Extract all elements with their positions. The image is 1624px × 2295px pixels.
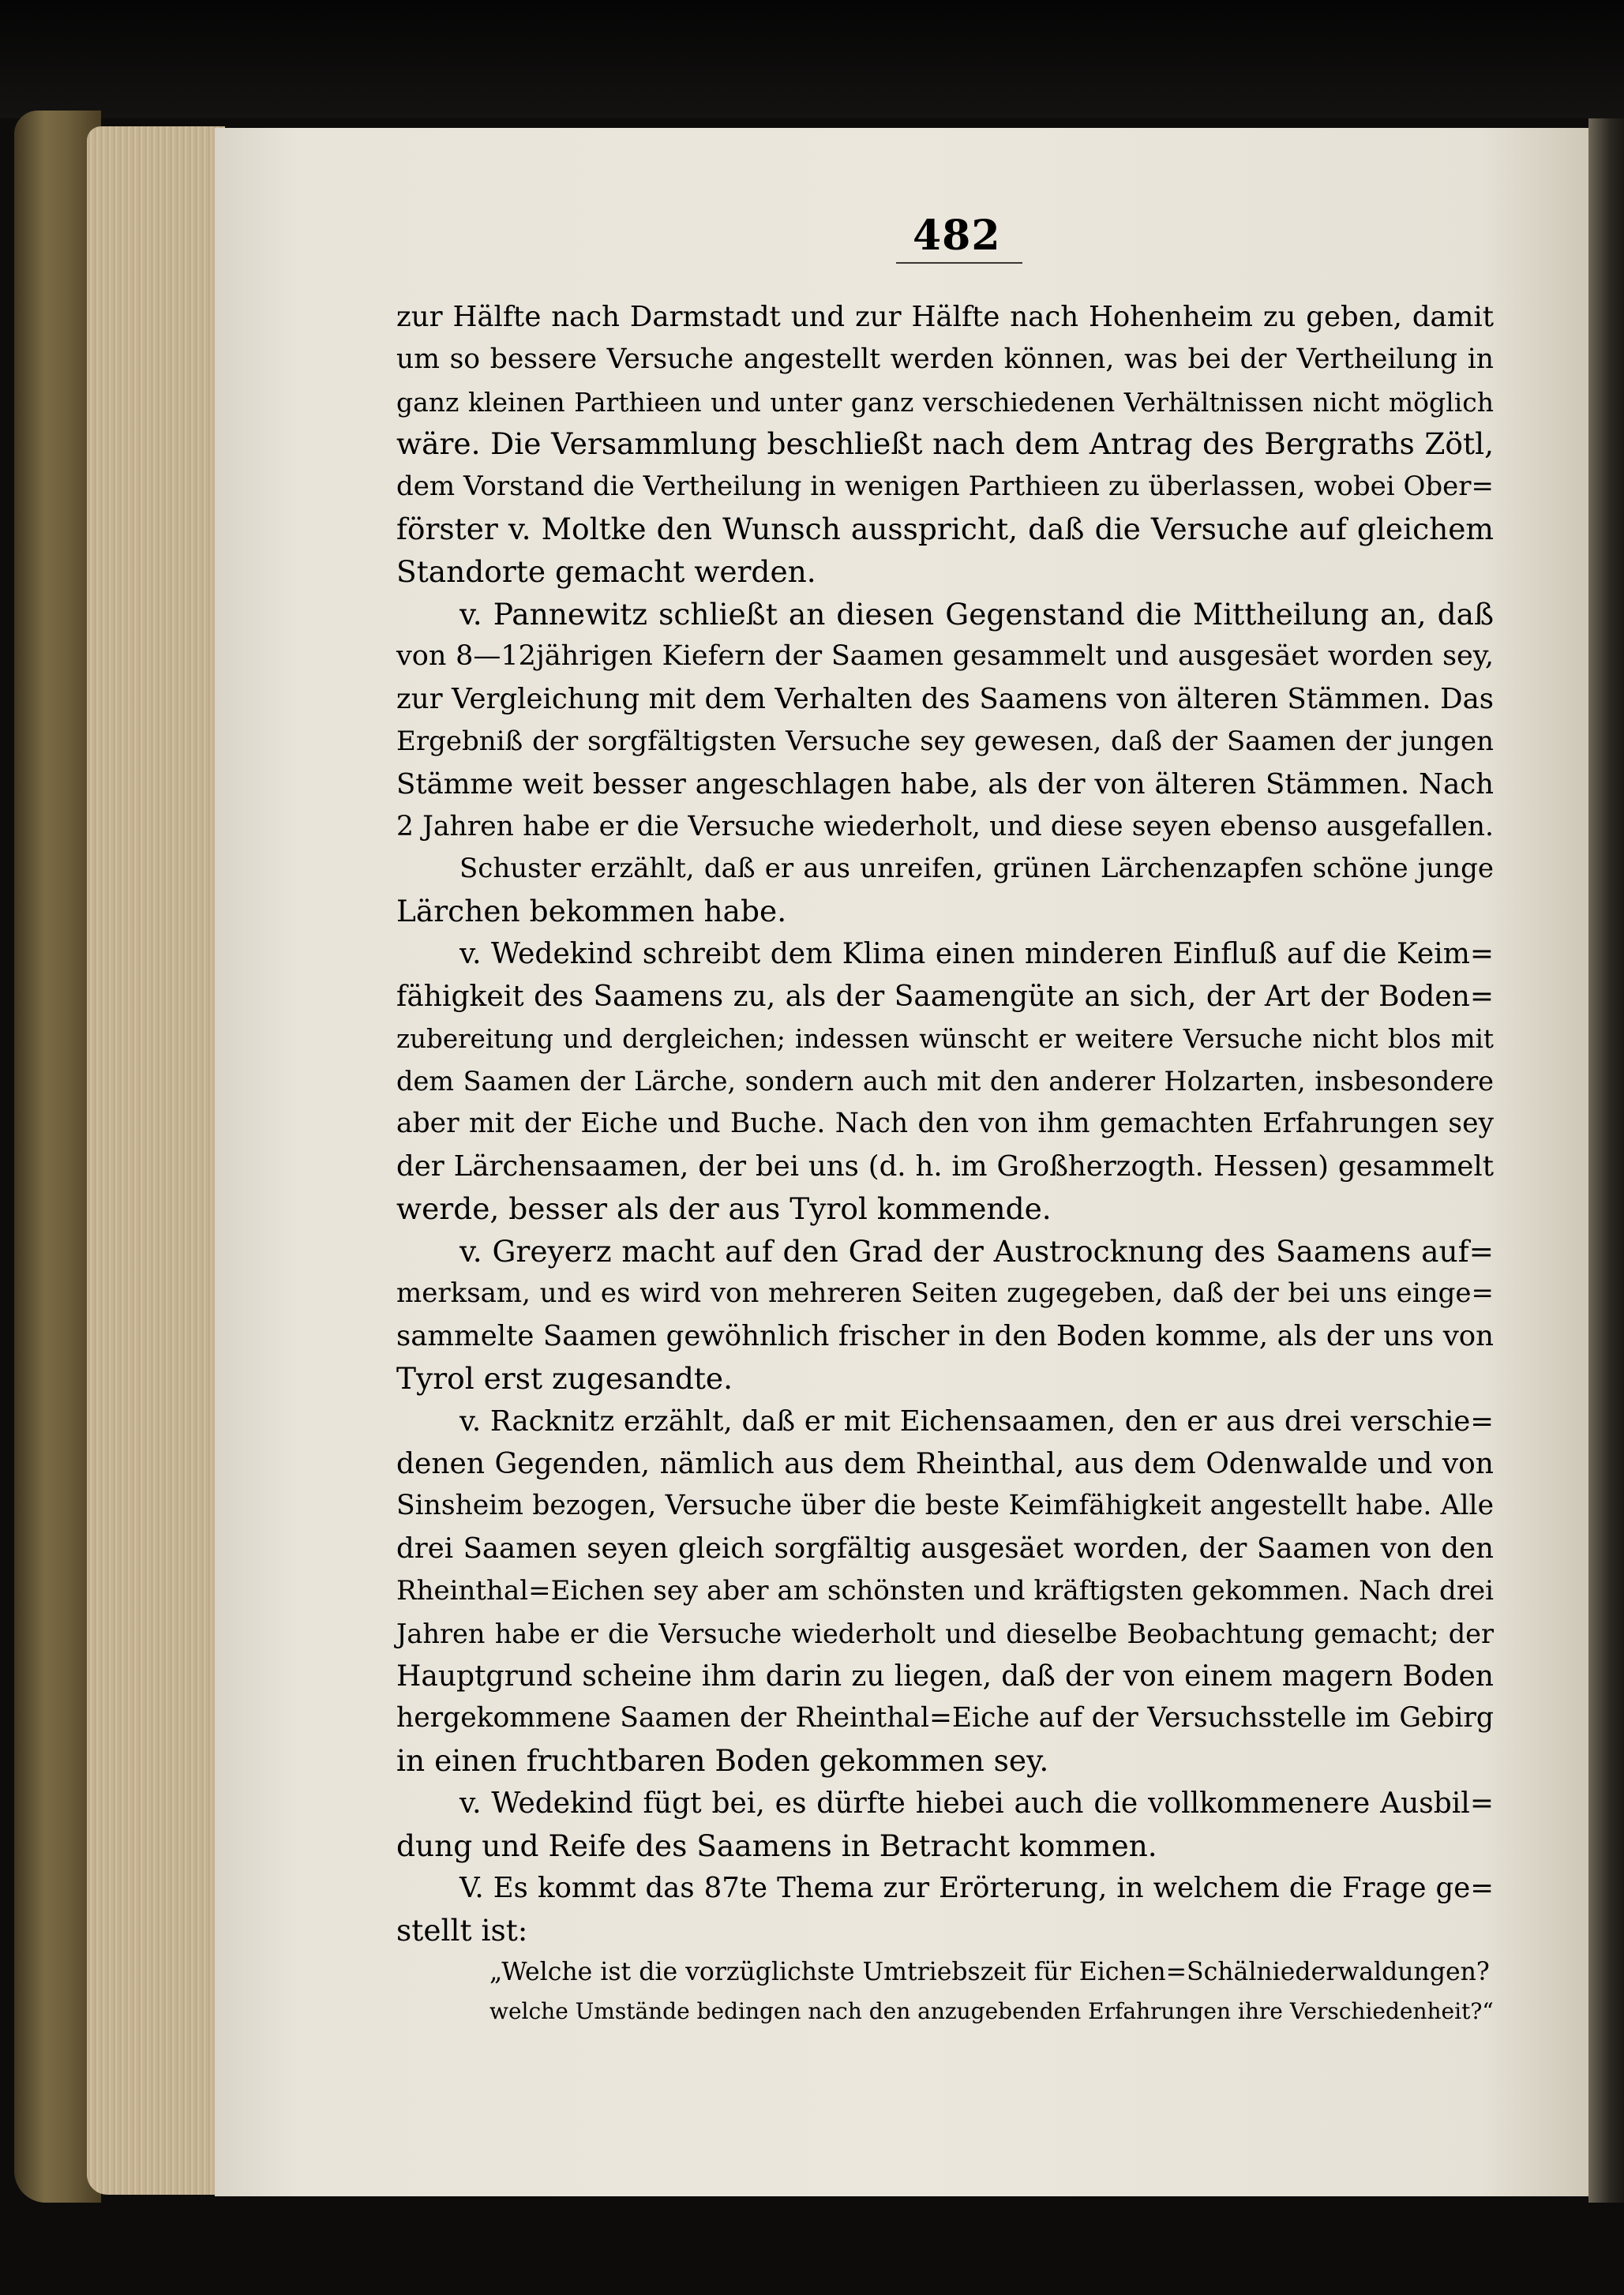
text-line: Rheinthal=Eichen sey aber am schönsten und kräftigsten gekommen. Nach drei — [396, 1574, 1494, 1607]
text-line: dung und Reife des Saamens in Betracht kommen. — [396, 1828, 1157, 1863]
text-line: Standorte gemacht werden. — [396, 553, 816, 589]
text-line: aber mit der Eiche und Buche. Nach den von ihm gemachten Erfahrungen sey — [396, 1108, 1494, 1140]
page-number: 482 — [913, 212, 1001, 260]
text-line: denen Gegenden, nämlich aus dem Rheinthal, aus dem Odenwalde und von — [396, 1447, 1494, 1480]
text-line: Stämme weit besser angeschlagen habe, als der von älteren Stämmen. Nach — [396, 767, 1494, 801]
text-line: v. Racknitz erzählt, daß er mit Eichensaamen, den er aus drei verschie= — [459, 1404, 1494, 1438]
text-line: um so bessere Versuche angestellt werden können, was bei der Vertheilung in — [396, 343, 1494, 375]
header-rule — [896, 262, 1022, 264]
text-line: Schuster erzählt, daß er aus unreifen, grünen Lärchenzapfen schöne junge — [459, 853, 1494, 885]
text-line: Lärchen bekommen habe. — [396, 894, 787, 929]
book-gutter — [1588, 118, 1624, 2203]
text-line: zubereitung und dergleichen; indessen wünscht er weitere Versuche nicht blos mit — [396, 1023, 1494, 1054]
text-line: in einen fruchtbaren Boden gekommen sey. — [396, 1743, 1049, 1779]
text-line: zur Vergleichung mit dem Verhalten des Saamens von älteren Stämmen. Das — [396, 683, 1494, 716]
text-line: zur Hälfte nach Darmstadt und zur Hälfte nach Hohenheim zu geben, damit — [396, 301, 1494, 333]
text-line: fähigkeit des Saamens zu, als der Saamengüte an sich, der Art der Boden= — [396, 980, 1494, 1013]
text-line: v. Greyerz macht auf den Grad der Austrocknung des Saamens auf= — [459, 1233, 1494, 1269]
quote-line: welche Umstände bedingen nach den anzugebenden Erfahrungen ihre Verschiedenheit?“ — [489, 1998, 1494, 2025]
quote-line: „Welche ist die vorzüglichste Umtriebszeit für Eichen=Schälniederwaldungen? — [489, 1958, 1490, 1987]
text-line: sammelte Saamen gewöhnlich frischer in den Boden komme, als der uns von — [396, 1320, 1494, 1353]
text-line: Ergebniß der sorgfältigsten Versuche sey gewesen, daß der Saamen der jungen — [396, 725, 1494, 757]
text-line: förster v. Moltke den Wunsch ausspricht, daß die Versuche auf gleichem — [396, 511, 1494, 546]
text-line: stellt ist: — [396, 1913, 528, 1948]
text-line: Tyrol erst zugesandte. — [396, 1360, 733, 1396]
text-line: dem Saamen der Lärche, sondern auch mit den anderer Holzarten, insbesondere — [396, 1066, 1494, 1097]
text-line: ganz kleinen Parthieen und unter ganz verschiedenen Verhältnissen nicht möglich — [396, 386, 1494, 418]
text-line: Jahren habe er die Versuche wiederholt und dieselbe Beobachtung gemacht; der — [396, 1618, 1494, 1649]
text-line: drei Saamen seyen gleich sorgfältig ausgesäet worden, der Saamen von den — [396, 1532, 1494, 1566]
text-line: v. Wedekind schreibt dem Klima einen minderen Einfluß auf die Keim= — [459, 937, 1494, 970]
text-line: V. Es kommt das 87te Thema zur Erörterung, in welchem die Frage ge= — [459, 1872, 1494, 1905]
text-line: v. Wedekind fügt bei, es dürfte hiebei auch die vollkommenere Ausbil= — [459, 1787, 1494, 1820]
text-line: Sinsheim bezogen, Versuche über die beste Keimfähigkeit angestellt habe. Alle — [396, 1490, 1494, 1522]
body-text — [396, 296, 1494, 2031]
text-line: merksam, und es wird von mehreren Seiten zugegeben, daß der bei uns einge= — [396, 1277, 1494, 1310]
text-line: von 8—12jährigen Kiefern der Saamen gesammelt und ausgesäet worden sey, — [396, 640, 1494, 673]
text-line: hergekommene Saamen der Rheinthal=Eiche auf der Versuchsstelle im Gebirg — [396, 1702, 1494, 1734]
background-shadow — [0, 0, 1624, 118]
page-edges — [87, 126, 225, 2195]
text-line: 2 Jahren habe er die Versuche wiederholt, und diese seyen ebenso ausgefallen. — [396, 810, 1494, 842]
text-line: Hauptgrund scheine ihm darin zu liegen, daß der von einem magern Boden — [396, 1659, 1494, 1693]
text-line: wäre. Die Versammlung beschließt nach dem Antrag des Bergraths Zötl, — [396, 426, 1494, 462]
text-line: dem Vorstand die Vertheilung in wenigen Parthieen zu überlassen, wobei Ober= — [396, 471, 1494, 503]
quoted-question — [489, 1952, 1494, 2031]
text-line: werde, besser als der aus Tyrol kommende. — [396, 1191, 1052, 1226]
text-line: der Lärchensaamen, der bei uns (d. h. im Großherzogth. Hessen) gesammelt — [396, 1149, 1494, 1183]
text-line: v. Pannewitz schließt an diesen Gegenstand die Mittheilung an, daß — [459, 596, 1494, 632]
